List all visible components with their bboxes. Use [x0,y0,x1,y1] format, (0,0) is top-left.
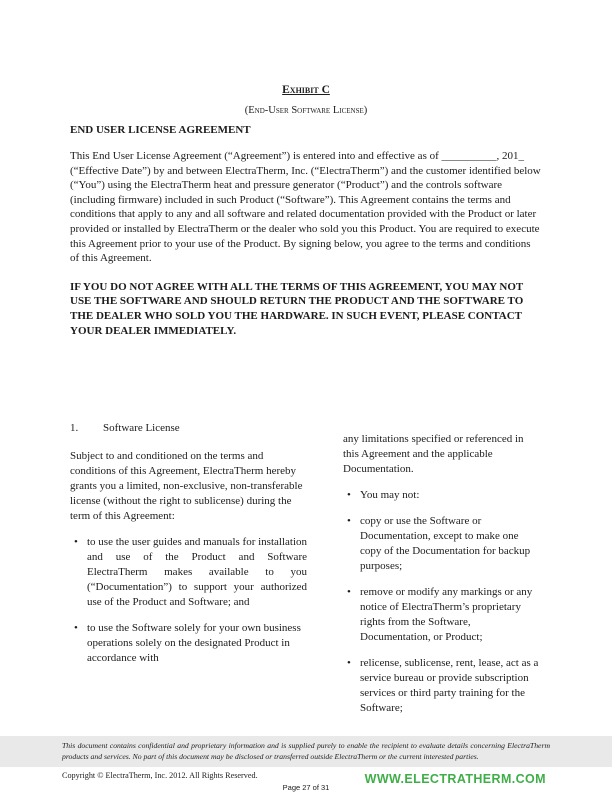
right-column [343,421,542,727]
confidentiality-text: This document contains confidential and proprietary information and is supplied purely to enable the recipient to evaluate details concerning ElectraTherm products and services. No part of this document may be disclosed or transferred outside ElectraTherm or the current interested parties. [62,741,550,761]
warning-paragraph: IF YOU DO NOT AGREE WITH ALL THE TERMS OF THIS AGREEMENT, YOU MAY NOT USE THE SOFTWARE AND SHOULD RETURN THE PRODUCT AND THE SOFTWARE TO THE DEALER WHO SOLD YOU THE HARDWARE. IN SUCH EVENT, PLEASE CONTACT YOUR DEALER IMMEDIATELY. [70,280,524,337]
list-item [343,585,542,645]
bullet-text: remove or modify any markings or any notice of ElectraTherm’s proprietary rights from the Software, Documentation, or Product; [360,586,533,644]
section-heading [70,421,307,436]
website-link[interactable]: WWW.ELECTRATHERM.COM [364,772,546,786]
confidentiality-banner [0,736,612,767]
two-column-section [70,421,542,727]
document-title: END USER LICENSE AGREEMENT [70,124,251,136]
section-title: Software License [103,422,180,435]
intro-paragraph: This End User License Agreement (“Agreement”) is entered into and effective as of __________, 201_ (“Effective Date”) by and between ElectraTherm, Inc. (“ElectraTherm”) and the customer identified below (“You”) using the ElectraTherm heat and pressure generator (“Product”) and the controls software (including firmware) included in such Product (“Software”). This Agreement contains the terms and conditions that apply to any and all software and related documentation provided with the Product or later provided or installed by ElectraTherm or the dealer who sold you this Product. You are required to execute this Agreement prior to your use of the Product. By signing below, you agree to the terms and conditions of this Agreement. [70,150,541,265]
continuation-paragraph: any limitations specified or referenced in this Agreement and the applicable Documentation. [343,433,524,476]
bullet-text: relicense, sublicense, rent, lease, act as a service bureau or provide subscription services or third party training for the Software; [360,657,539,715]
bullet-text: to use the Software solely for your own business operations solely on the designated Product in accordance with [87,622,301,665]
left-column [70,421,307,727]
list-item [70,535,307,610]
list-item [70,621,307,666]
exhibit-heading [70,84,542,96]
bullet-text: to use the user guides and manuals for installation and use of the Product and Software ElectraTherm makes available to you (“Documentation”) to support your authorized use of the Product and Software; and [87,536,307,609]
section-number: 1. [70,422,79,435]
bullet-text: You may not: [360,489,420,502]
list-item [343,656,542,716]
page-number: Page 27 of 31 [282,783,330,792]
copyright-notice: Copyright © ElectraTherm, Inc. 2012. All Rights Reserved. [62,771,258,780]
exhibit-heading-text: Exhibit C [282,84,330,96]
document-subtitle: (End-User Software License) [244,105,368,116]
list-item [343,488,542,503]
list-item [343,514,542,574]
bullet-text: copy or use the Software or Documentation, except to make one copy of the Documentation for backup purposes; [360,515,531,573]
license-grant-paragraph: Subject to and conditioned on the terms and conditions of this Agreement, ElectraTherm hereby grants you a limited, non-exclusive, non-transferable license (without the right to sublicense) during the term of this Agreement: [70,450,303,523]
